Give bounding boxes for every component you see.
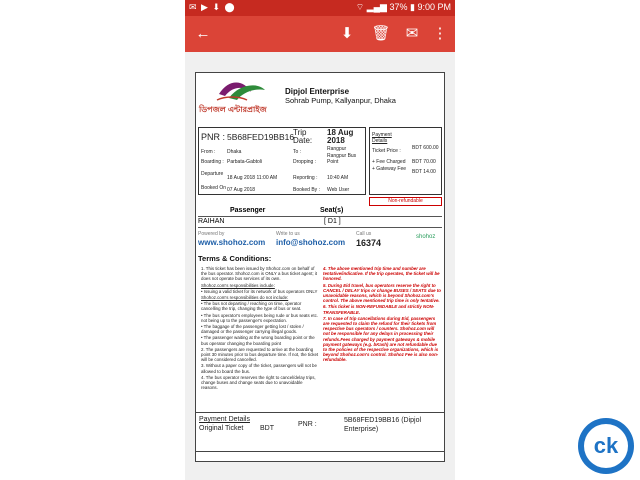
booked-on-label: Booked On: [201, 185, 227, 191]
website-link[interactable]: www.shohoz.com: [198, 238, 266, 247]
payment-details-label: Payment Details: [372, 132, 392, 144]
phone-screen: [185, 0, 455, 480]
company-address: Sohrab Pump, Kallyanpur, Dhaka: [285, 96, 396, 105]
status-right: [356, 2, 451, 13]
app-bar: [185, 16, 455, 52]
gateway-fee-label: + Gateway Fee: [372, 166, 407, 172]
dipjol-logo: [199, 76, 281, 118]
email-body: [185, 52, 455, 480]
write-to-us-label: Write to us: [276, 231, 300, 237]
contact-row: [198, 231, 442, 251]
powered-by-label: Powered by: [198, 231, 225, 237]
terms-item: 5. During Eid travel, bus operators reserve the right to CANCEL / DELAY trips or change BUSES / SEATS due to unavoidable reasons, which is beyond Shohoz.com's control. The above mentioned trip time is only tentative.: [323, 282, 441, 304]
gateway-fee-value: BDT 14.00: [412, 169, 436, 175]
company-info: [285, 87, 396, 105]
terms-item: 7. In case of trip cancellations during Eid, passengers are requested to claim the refund for their tickets from respective bus operators / counters. Shohoz.com will not be responsible for any delays in processing their refunds.Fees charged by payment gateways & mobile payment gateways (e.g. bKash) are not refundable due to the policies of the respective organizations, which is beyond Shohoz.com's control. Shohoz Fee is also non-refundable.: [323, 315, 439, 363]
boarding-value: Parbata-Gabtoli: [227, 159, 263, 165]
archive-icon[interactable]: ⬇: [340, 25, 354, 42]
booked-by-label: Booked By :: [293, 187, 320, 193]
original-ticket-label: Original Ticket: [199, 425, 244, 432]
second-page-header: [195, 412, 445, 452]
dropping-value: Rangpur Bus Point: [327, 153, 357, 165]
terms-item: 4. The bus operator reserves the right to cancel/delay trips, change buses and change seats due to unavoidable reasons.: [201, 374, 316, 391]
battery-icon: ▮: [410, 2, 415, 12]
back-arrow-icon[interactable]: ←: [195, 25, 211, 42]
terms-item: 3. Without a paper copy of the ticket, passengers will not be allowed to board the bus.: [201, 363, 317, 374]
departure-value: 18 Aug 2018 11:00 AM: [227, 175, 278, 181]
non-refundable-badge: Non-refundable: [369, 197, 442, 206]
terms-item: • The passenger waiting at the wrong boarding point or the bus operator changing the boarding point: [201, 335, 315, 346]
battery-level: 37%: [389, 2, 408, 12]
seat-number: [ D1 ]: [324, 218, 341, 225]
terms-item: 1. This ticket has been issued by Shohoz.com on behalf of the bus operator. Shohoz.com is ONLY a bus ticket agent; it does not operate bus services of its own.: [201, 266, 318, 282]
table-divider: [198, 216, 442, 217]
from-value: Dhaka: [227, 149, 242, 155]
wifi-icon: ⌔: [355, 2, 365, 12]
ticket-price-value: BDT 600.00: [412, 145, 439, 151]
passenger-header: Passenger: [230, 207, 266, 214]
status-bar: [185, 0, 455, 16]
watermark-text: ck: [584, 424, 628, 468]
to-label: To :: [293, 149, 302, 155]
terms-title: Terms & Conditions:: [198, 254, 272, 263]
pnr-value-bottom: 5B68FED19BB16 (Dipjol Enterprise): [344, 417, 422, 433]
boarding-label: Boarding :: [201, 159, 224, 165]
passenger-name: RAIHAN: [198, 218, 225, 225]
pnr-value: 5B68FED19BB16: [227, 132, 295, 142]
pnr-label: PNR :: [201, 132, 226, 142]
to-value: Rangpur: [327, 146, 347, 152]
signal-icon: ▂▄▆: [366, 2, 387, 12]
phone-number: 16374: [356, 238, 382, 248]
table-divider: [198, 227, 442, 228]
clock: 9:00 PM: [417, 2, 451, 12]
dropping-label: Dropping :: [293, 159, 317, 165]
reporting-value: 10:40 AM: [327, 175, 349, 181]
company-name: Dipjol Enterprise: [285, 87, 350, 96]
ticket-card: [195, 72, 445, 462]
ticket-price-label: Ticket Price :: [372, 148, 401, 154]
terms-left-column: [201, 266, 319, 391]
terms-item: 6. This ticket is NON-REFUNDABLE and strictly NON-TRANSFERABLE.: [323, 304, 435, 315]
terms-item: • The bus operator's employees being rude or bus seats etc. not being up to the passenger's expectation.: [201, 312, 319, 323]
delete-icon[interactable]: 🗑: [371, 25, 391, 42]
booked-on-value: 07 Aug 2018: [227, 187, 256, 193]
reporting-label: Reporting :: [293, 175, 318, 181]
trip-date-value: 18 Aug 2018: [327, 128, 354, 145]
seats-header: Seat(s): [320, 207, 344, 214]
fee-charged-label: + Fee Charged: [372, 159, 406, 165]
terms-item: Shohoz.com's responsibilities include:: [201, 282, 275, 288]
terms-item: 2. The passengers are requested to arrive at the boarding point 30 minutes prior to bus departure time. If not, the ticket will be considered cancelled.: [201, 346, 319, 363]
email-link[interactable]: info@shohoz.com: [276, 238, 346, 247]
ck-watermark: [578, 418, 634, 474]
fee-charged-value: BDT 70.00: [412, 159, 436, 165]
notification-icons: ✉ ▶ ⬇ ⬤: [189, 2, 236, 12]
departure-label: Departure: [201, 171, 224, 177]
booked-by-value: Web User: [327, 187, 350, 193]
terms-item: Shohoz.com's responsibilities do not include:: [201, 295, 289, 301]
more-vert-icon[interactable]: ⋮: [432, 25, 448, 42]
terms-item: • Issuing a valid ticket for its network of bus operators ONLY: [201, 288, 318, 294]
trip-details: [198, 127, 366, 195]
logo-text: ডিপজল এন্টারপ্রাইজ: [199, 105, 267, 114]
shohoz-logo: shohoz: [416, 234, 436, 240]
payment-details-box: [369, 127, 442, 195]
from-label: From :: [201, 149, 216, 155]
payment-details-heading: Payment Details: [199, 416, 250, 423]
terms-item: • The baggage of the passenger getting lost / stolen / damaged or the passenger carrying illegal goods.: [201, 324, 304, 335]
bdt-label: BDT: [260, 425, 274, 432]
terms-item: 4. The above mentioned trip time and number are tentative/indicative. If the trip operates, the ticket will be honored.: [323, 266, 440, 282]
trip-date-label: Trip Date:: [293, 128, 313, 145]
terms-right-column: [323, 266, 441, 364]
terms-item: • The bus not departing / reaching on time, operator cancelling the trip, changing the type of bus or seat.: [201, 301, 302, 312]
call-us-label: Call us: [356, 231, 372, 237]
pnr-label-bottom: PNR :: [298, 421, 317, 428]
mail-icon[interactable]: ✉: [405, 25, 419, 42]
